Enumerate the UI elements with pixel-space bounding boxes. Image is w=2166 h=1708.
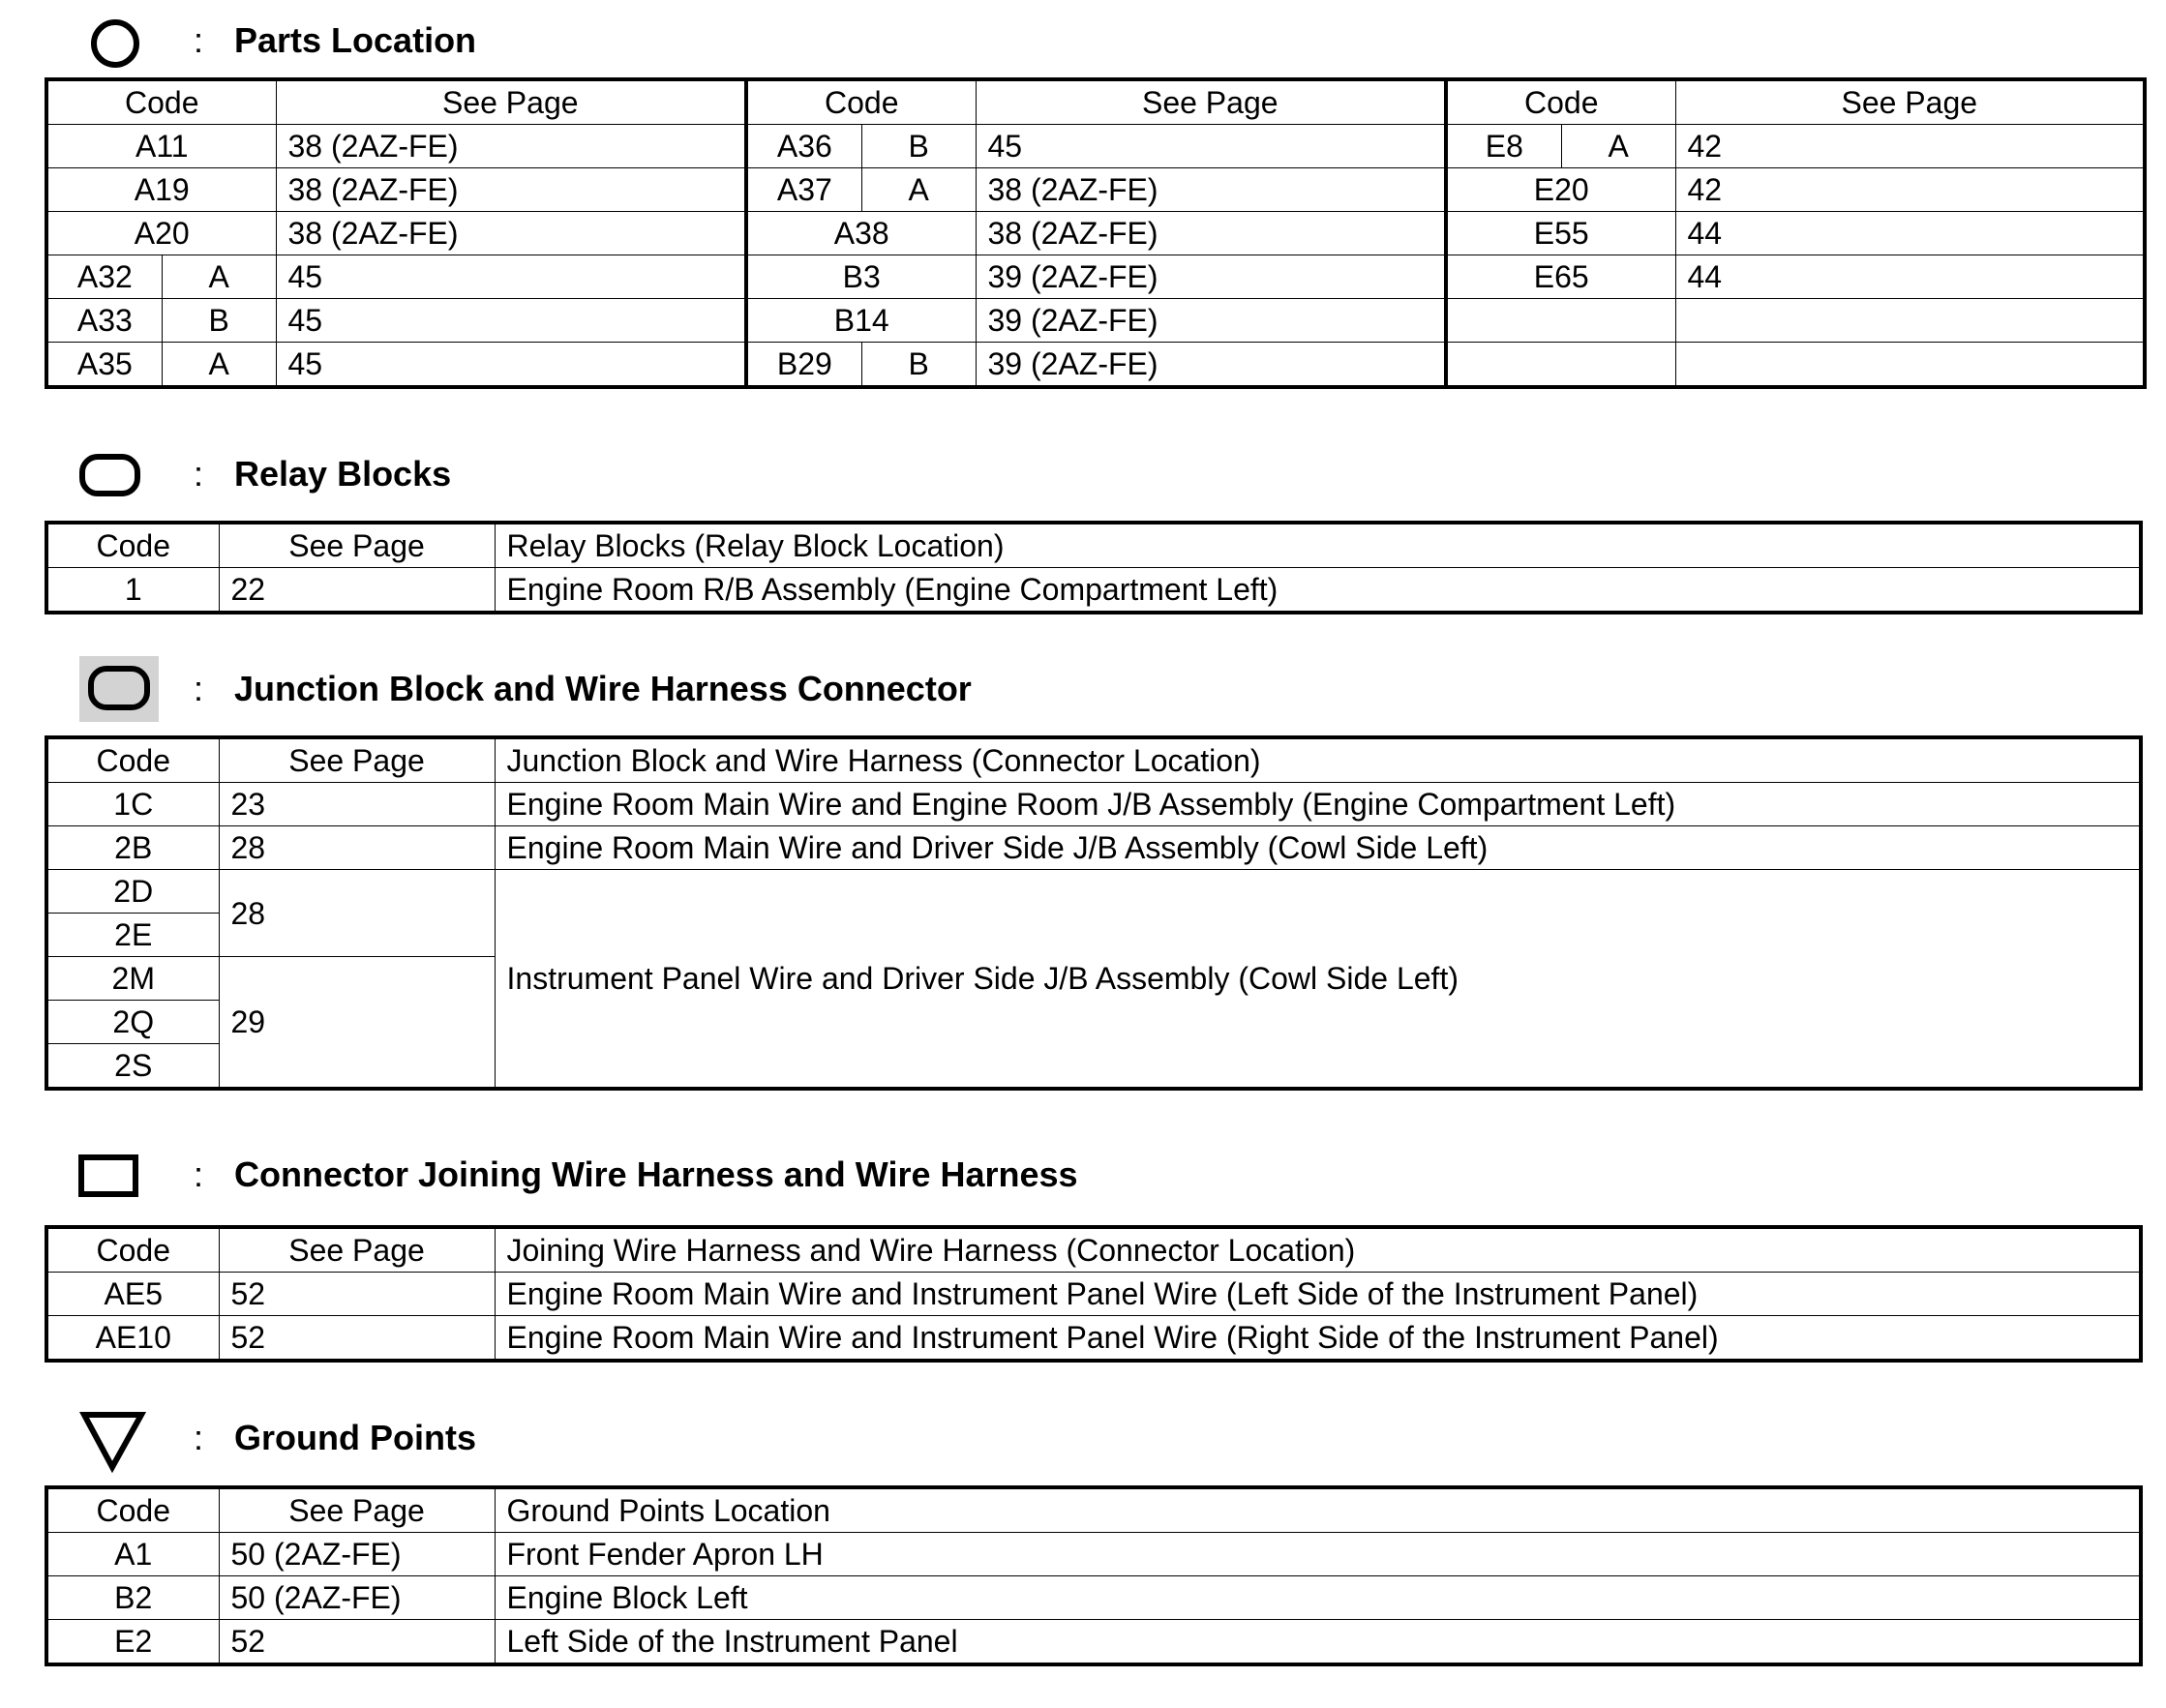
ground-points-header [0,1405,2166,1473]
code-cell [46,343,276,388]
code-cell: 1 [46,568,219,614]
subcode-value: B [908,129,929,164]
description-cell: Engine Room R/B Assembly (Engine Compartment Left) [495,568,2141,614]
see-page-cell: 45 [976,125,1446,168]
code-cell: AE10 [46,1316,219,1362]
table-row [46,568,2141,614]
table-row [46,870,2141,914]
header-description: Joining Wire Harness and Wire Harness (Connector Location) [495,1227,2141,1273]
see-page-cell: 29 [219,957,495,1090]
see-page-cell: 50 (2AZ-FE) [219,1533,495,1576]
see-page-cell: 22 [219,568,495,614]
code-cell [746,168,976,212]
circle-icon [89,17,141,70]
header-colon: : [194,1154,204,1194]
see-page-cell: 44 [1675,212,2145,255]
code-cell [46,168,276,212]
code-value: A36 [748,125,862,167]
table-row [46,783,2141,826]
see-page-cell: 28 [219,870,495,957]
connector-joining-header [0,1146,2166,1214]
subcode-value: A [908,172,929,207]
see-page-cell: 45 [276,299,746,343]
header-description: Ground Points Location [495,1487,2141,1533]
connector-joining-table [45,1225,2143,1363]
subcode-value: A [208,346,229,381]
table-row [46,826,2141,870]
see-page-cell: 52 [219,1620,495,1665]
see-page-cell: 44 [1675,255,2145,299]
table-header-row [46,1487,2141,1533]
triangle-down-icon [79,1409,147,1473]
relay-blocks-table [45,521,2143,614]
code-value: B14 [833,303,889,338]
code-with-subcode [48,255,276,298]
code-value: E8 [1448,125,1562,167]
code-cell: 2D [46,870,219,914]
ground-points-table [45,1485,2143,1666]
table-row [46,125,2145,168]
see-page-cell: 50 (2AZ-FE) [219,1576,495,1620]
parts-location-header [0,14,2166,81]
section-title: Junction Block and Wire Harness Connector [234,669,972,708]
header-description: Junction Block and Wire Harness (Connector Location) [495,737,2141,783]
code-cell [746,125,976,168]
header-see-page: See Page [219,737,495,783]
table-row [46,255,2145,299]
see-page-cell [1675,343,2145,388]
code-value: E55 [1533,216,1589,251]
header-colon: : [194,669,204,708]
header-see-page: See Page [1675,79,2145,125]
table-header-row [46,1227,2141,1273]
see-page-cell: 39 (2AZ-FE) [976,299,1446,343]
code-value: E20 [1533,172,1589,207]
see-page-cell: 38 (2AZ-FE) [976,212,1446,255]
code-value: A35 [48,343,163,385]
code-cell [746,343,976,388]
header-code: Code [746,79,976,125]
see-page-cell: 28 [219,826,495,870]
code-value: A33 [48,299,163,342]
header-code: Code [46,1487,219,1533]
code-with-subcode [48,299,276,342]
header-see-page: See Page [219,523,495,568]
see-page-cell: 45 [276,255,746,299]
rounded-rect-icon [77,451,143,501]
code-cell: E2 [46,1620,219,1665]
see-page-cell: 38 (2AZ-FE) [276,168,746,212]
description-cell: Left Side of the Instrument Panel [495,1620,2141,1665]
table-row [46,1273,2141,1316]
code-cell [746,255,976,299]
table-row [46,343,2145,388]
table-row [46,1533,2141,1576]
subcode-value: A [208,259,229,294]
section-title: Ground Points [234,1418,476,1457]
subcode-value: B [208,303,229,338]
code-cell [1446,343,1675,388]
code-cell: A1 [46,1533,219,1576]
code-value: A19 [134,172,190,207]
code-with-subcode [48,343,276,385]
header-see-page: See Page [219,1487,495,1533]
code-cell [1446,212,1675,255]
section-title: Parts Location [234,20,477,60]
header-see-page: See Page [219,1227,495,1273]
header-description: Relay Blocks (Relay Block Location) [495,523,2141,568]
table-row [46,1316,2141,1362]
table-header-row [46,79,2145,125]
code-cell [746,299,976,343]
code-value: A37 [748,168,862,211]
code-cell [46,125,276,168]
table-header-row [46,523,2141,568]
description-cell: Instrument Panel Wire and Driver Side J/B Assembly (Cowl Side Left) [495,870,2141,1090]
code-cell: 1C [46,783,219,826]
shaded-rounded-rect-icon [79,656,159,722]
section-title: Relay Blocks [234,454,452,494]
code-cell [1446,168,1675,212]
table-row [46,212,2145,255]
code-cell [46,299,276,343]
see-page-cell: 52 [219,1316,495,1362]
code-cell [1446,125,1675,168]
square-icon [77,1154,139,1200]
code-cell: 2Q [46,1001,219,1044]
description-cell: Front Fender Apron LH [495,1533,2141,1576]
table-row [46,1620,2141,1665]
see-page-cell: 45 [276,343,746,388]
description-cell: Engine Room Main Wire and Instrument Panel Wire (Right Side of the Instrument Panel) [495,1316,2141,1362]
see-page-cell: 42 [1675,125,2145,168]
header-code: Code [46,523,219,568]
code-cell: B2 [46,1576,219,1620]
see-page-cell: 38 (2AZ-FE) [276,212,746,255]
code-cell [46,212,276,255]
code-cell [46,255,276,299]
header-colon: : [194,1418,204,1457]
code-cell [746,212,976,255]
code-with-subcode [748,168,976,211]
header-see-page: See Page [276,79,746,125]
junction-block-table [45,735,2143,1091]
header-colon: : [194,454,204,494]
code-with-subcode [1448,125,1675,167]
header-code: Code [46,1227,219,1273]
code-value: E65 [1533,259,1589,294]
see-page-cell: 52 [219,1273,495,1316]
see-page-cell: 42 [1675,168,2145,212]
junction-block-header [0,656,2166,724]
code-cell: 2M [46,957,219,1001]
subcode-value: A [1608,129,1629,164]
code-cell [1446,255,1675,299]
see-page-cell: 38 (2AZ-FE) [976,168,1446,212]
see-page-cell: 23 [219,783,495,826]
header-see-page: See Page [976,79,1446,125]
section-title: Connector Joining Wire Harness and Wire Harness [234,1154,1078,1194]
table-row [46,1576,2141,1620]
header-code: Code [46,737,219,783]
subcode-value: B [908,346,929,381]
table-row [46,168,2145,212]
see-page-cell: 39 (2AZ-FE) [976,255,1446,299]
code-with-subcode [748,125,976,167]
code-cell: 2S [46,1044,219,1090]
table-header-row [46,737,2141,783]
code-cell: 2E [46,914,219,957]
code-value: A11 [135,129,189,164]
parts-location-table [45,77,2147,389]
table-row [46,299,2145,343]
see-page-cell: 38 (2AZ-FE) [276,125,746,168]
code-with-subcode [748,343,976,385]
description-cell: Engine Room Main Wire and Driver Side J/B Assembly (Cowl Side Left) [495,826,2141,870]
header-code: Code [46,79,276,125]
code-cell [1446,299,1675,343]
code-cell: 2B [46,826,219,870]
see-page-cell: 39 (2AZ-FE) [976,343,1446,388]
description-cell: Engine Room Main Wire and Engine Room J/B Assembly (Engine Compartment Left) [495,783,2141,826]
see-page-cell [1675,299,2145,343]
code-cell: AE5 [46,1273,219,1316]
description-cell: Engine Block Left [495,1576,2141,1620]
relay-blocks-header [0,447,2166,515]
code-value: B3 [842,259,881,294]
code-value: B29 [748,343,862,385]
header-code: Code [1446,79,1675,125]
code-value: A32 [48,255,163,298]
description-cell: Engine Room Main Wire and Instrument Panel Wire (Left Side of the Instrument Panel) [495,1273,2141,1316]
code-value: A20 [134,216,190,251]
code-value: A38 [833,216,889,251]
header-colon: : [194,20,204,60]
